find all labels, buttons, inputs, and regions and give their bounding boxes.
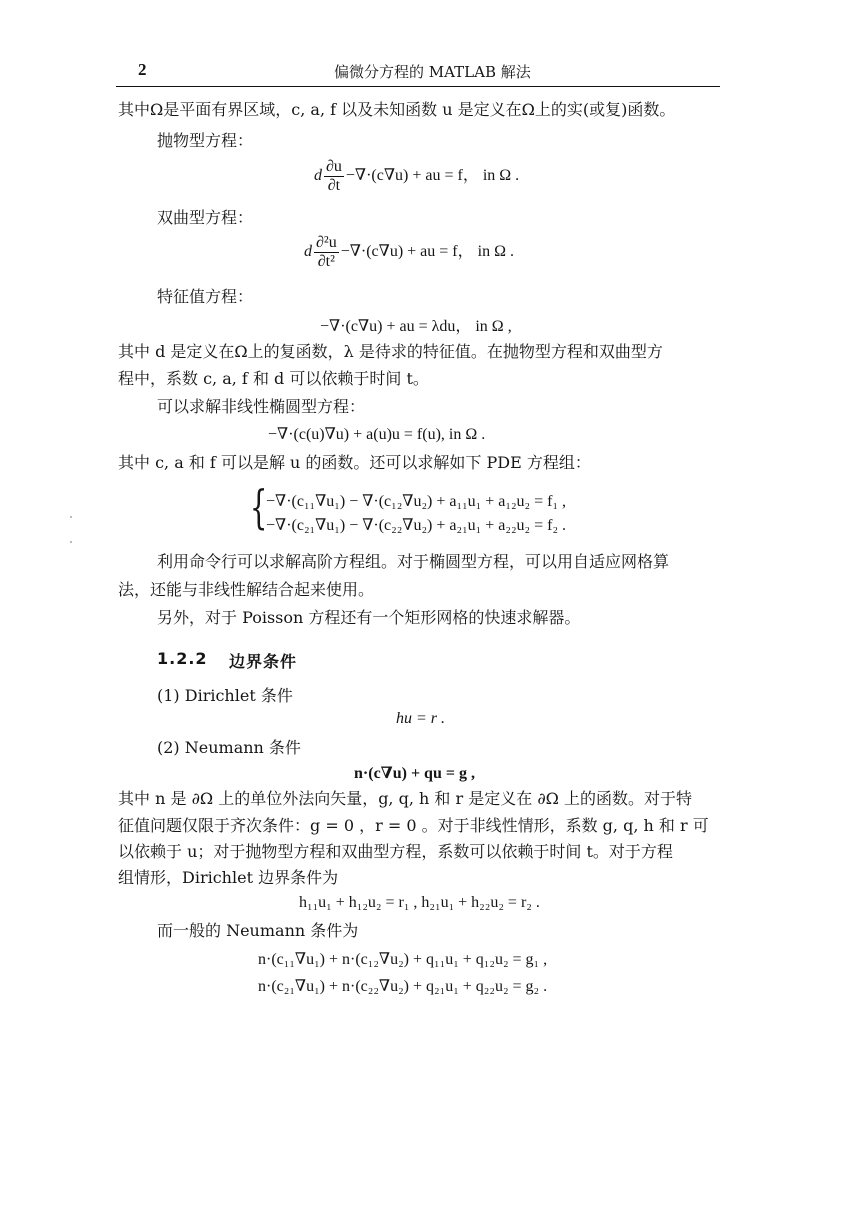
fraction-du-dt xyxy=(324,158,344,195)
paragraph-poisson: 另外，对于 Poisson 方程还有一个矩形网格的快速求解器。 xyxy=(157,608,581,627)
section-title: 边界条件 xyxy=(229,652,298,671)
fraction-d2u-dt2 xyxy=(314,234,339,271)
page-number: 2 xyxy=(138,60,147,79)
equation-hyperbolic-coef: d xyxy=(304,243,312,261)
paragraph-system-intro: 其中 c, a 和 f 可以是解 u 的函数。还可以求解如下 PDE 方程组： xyxy=(118,453,591,472)
equation-hyperbolic xyxy=(304,234,514,271)
label-eigenvalue: 特征值方程： xyxy=(157,287,254,306)
equation-neumann: n·(c∇u) + qu = g , xyxy=(354,765,475,782)
header-rule xyxy=(116,86,720,87)
paragraph-boundary-line3: 以依赖于 u；对于抛物型方程和双曲型方程，系数可以依赖于时间 t。对于方程 xyxy=(118,842,673,861)
paragraph-boundary-line1: 其中 n 是 ∂Ω 上的单位外法向矢量，g, q, h 和 r 是定义在 ∂Ω 上的函数。对于特 xyxy=(118,789,692,808)
paragraph-eigen-desc-line1: 其中 d 是定义在Ω上的复函数，λ 是待求的特征值。在抛物型方程和双曲型方 xyxy=(118,342,663,361)
equation-dirichlet: hu = r . xyxy=(396,710,446,727)
system-equation-2: −∇·(c₂₁∇u₁) − ∇·(c₂₂∇u₂) + a₂₁u₁ + a₂₂u₂ = f₂ . xyxy=(266,517,567,534)
fraction-numerator: ∂²u xyxy=(316,234,337,251)
fraction-denominator: ∂t xyxy=(327,177,341,194)
paragraph-general-neumann: 而一般的 Neumann 条件为 xyxy=(157,921,359,940)
system-left-brace: { xyxy=(249,480,268,534)
paragraph-boundary-line2: 征值问题仅限于齐次条件：g = 0 ，r = 0 。对于非线性情形，系数 g, q, h 和 r 可 xyxy=(118,816,709,835)
section-number: 1.2.2 xyxy=(157,649,208,668)
equation-parabolic xyxy=(314,158,519,195)
scan-speck xyxy=(70,516,72,518)
equation-neumann-system-2: n·(c₂₁∇u₁) + n·(c₂₂∇u₂) + q₂₁u₁ + q₂₂u₂ = g₂ . xyxy=(258,978,548,995)
paragraph-boundary-line4: 组情形，Dirichlet 边界条件为 xyxy=(118,868,339,887)
equation-nonlinear-elliptic: −∇·(c(u)∇u) + a(u)u = f(u), in Ω . xyxy=(268,426,486,443)
equation-parabolic-coef: d xyxy=(314,167,322,185)
paragraph-domain-definition: 其中Ω是平面有界区域，c, a, f 以及未知函数 u 是定义在Ω上的实(或复)函数。 xyxy=(118,100,676,119)
paragraph-commandline-line2: 法，还能与非线性解结合起来使用。 xyxy=(118,580,375,599)
equation-eigenvalue: −∇·(c∇u) + au = λdu， in Ω , xyxy=(320,318,512,335)
scan-speck xyxy=(70,541,72,543)
fraction-numerator: ∂u xyxy=(326,158,342,175)
equation-neumann-system-1: n·(c₁₁∇u₁) + n·(c₁₂∇u₂) + q₁₁u₁ + q₁₂u₂ = g₁ , xyxy=(258,951,548,968)
paragraph-eigen-desc-line2: 程中，系数 c, a, f 和 d 可以依赖于时间 t。 xyxy=(118,369,429,388)
paragraph-commandline-line1: 利用命令行可以求解高阶方程组。对于椭圆型方程，可以用自适应网格算 xyxy=(157,552,670,571)
label-hyperbolic: 双曲型方程： xyxy=(157,208,254,227)
label-parabolic: 抛物型方程： xyxy=(157,131,254,150)
equation-dirichlet-system: h₁₁u₁ + h₁₂u₂ = r₁ , h₂₁u₁ + h₂₂u₂ = r₂ . xyxy=(299,894,540,911)
system-equation-1: −∇·(c₁₁∇u₁) − ∇·(c₁₂∇u₂) + a₁₁u₁ + a₁₂u₂ = f₁ , xyxy=(266,493,567,510)
fraction-denominator: ∂t² xyxy=(317,253,335,270)
running-header-title: 偏微分方程的 MATLAB 解法 xyxy=(334,63,531,81)
equation-hyperbolic-rest: −∇·(c∇u) + au = f， in Ω . xyxy=(340,243,514,261)
equation-parabolic-rest: −∇·(c∇u) + au = f， in Ω . xyxy=(345,167,520,185)
item-neumann: (2) Neumann 条件 xyxy=(157,738,301,757)
item-dirichlet: (1) Dirichlet 条件 xyxy=(157,686,293,705)
paragraph-nonlinear: 可以求解非线性椭圆型方程： xyxy=(157,397,366,416)
